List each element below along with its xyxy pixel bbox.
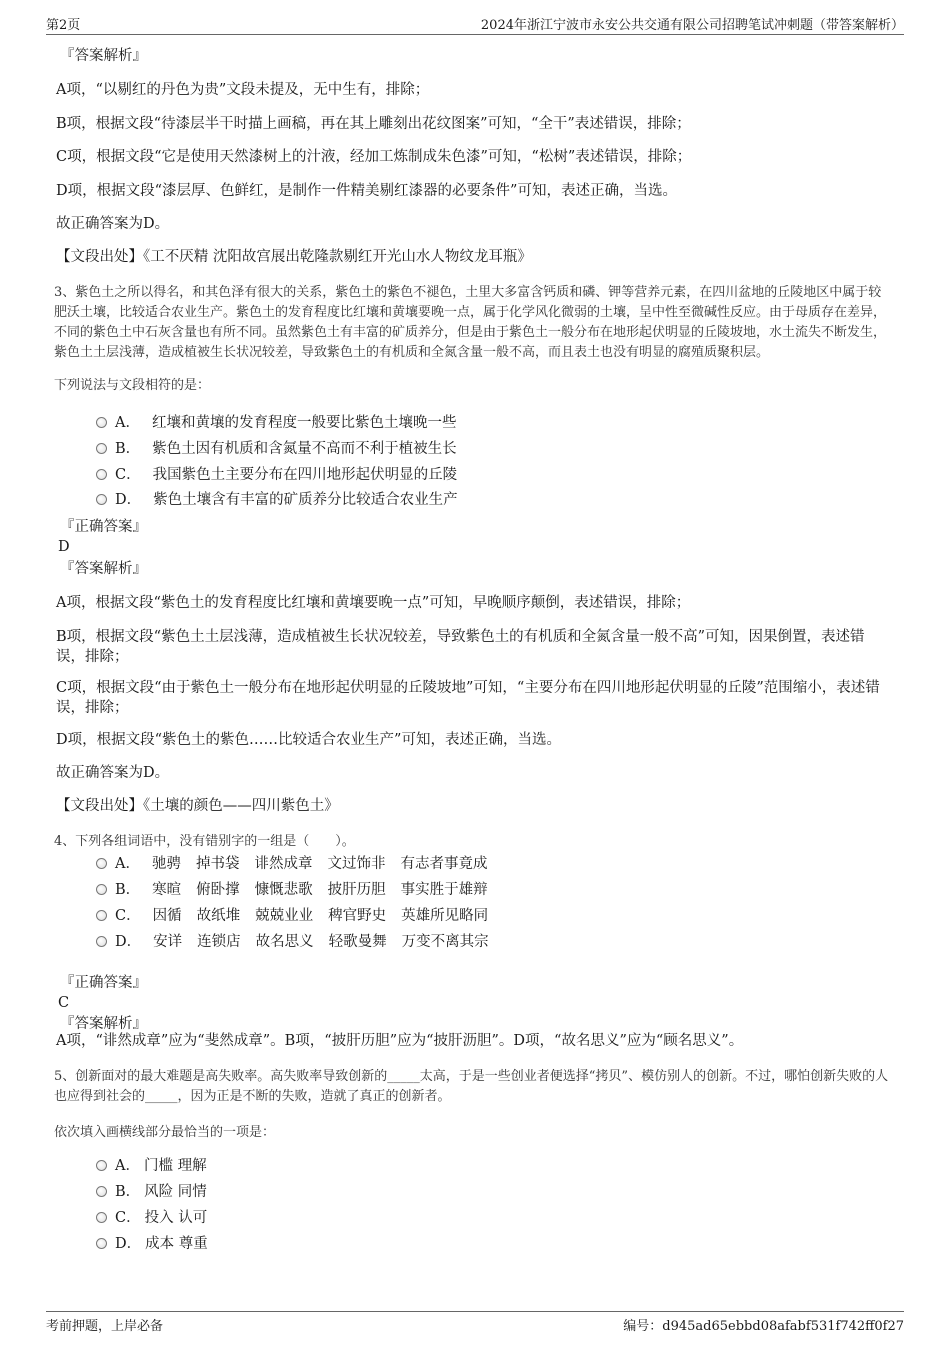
option-key: D． [115, 934, 142, 950]
radio-icon[interactable] [96, 1160, 107, 1171]
radio-icon[interactable] [96, 1186, 107, 1197]
word: 故名思义 [255, 934, 314, 950]
option-key: D． [115, 1236, 142, 1252]
radio-icon[interactable] [96, 858, 107, 869]
option-key: D． [115, 492, 142, 508]
word: 披肝历胆 [327, 882, 386, 898]
q4-option-b[interactable] [96, 880, 488, 900]
word: 因循 [152, 908, 182, 924]
q3-answer: D [58, 539, 70, 555]
word: 有志者事竟成 [400, 856, 488, 872]
q4-question: 4、下列各组词语中，没有错别字的一组是（ ）。 [54, 834, 355, 849]
document-code: 编号：d945ad65ebbd08afabf531f742ff0f27 [623, 1319, 904, 1334]
q5-option-b[interactable] [96, 1182, 207, 1202]
option-key: A． [115, 415, 140, 431]
page-number: 第2页 [46, 18, 81, 33]
radio-icon[interactable] [96, 910, 107, 921]
option-text: 紫色土因有机质和含氮量不高而不利于植被生长 [152, 441, 457, 457]
q3-option-a[interactable] [96, 413, 456, 433]
word: 驰骋 [151, 856, 181, 872]
radio-icon[interactable] [96, 443, 107, 454]
q5-option-c[interactable] [96, 1208, 207, 1228]
q4-answer: C [58, 995, 70, 1011]
option-text: 门槛 理解 [143, 1158, 207, 1174]
word: 文过饰非 [327, 856, 386, 872]
option-key: A． [115, 1158, 140, 1174]
word: 掉书袋 [195, 856, 240, 872]
q3-conclusion: 故正确答案为D。 [56, 765, 170, 781]
word: 英雄所见略同 [401, 908, 489, 924]
radio-icon[interactable] [96, 494, 107, 505]
option-key: C． [115, 908, 141, 924]
word: 事实胜于雄辩 [400, 882, 488, 898]
q3-analysis-d: D项，根据文段“紫色土的紫色……比较适合农业生产”可知，表述正确，当选。 [56, 732, 561, 748]
radio-icon[interactable] [96, 1238, 107, 1249]
q2-analysis-a: A项，“以剔红的丹色为贵”文段未提及，无中生有，排除； [56, 82, 430, 98]
q2-analysis-d: D项，根据文段“漆层厚、色鲜红，是制作一件精美剔红漆器的必要条件”可知，表述正确，当选。 [56, 183, 677, 199]
word: 故纸堆 [196, 908, 241, 924]
q4-answer-label: 『正确答案』 [60, 975, 147, 991]
radio-icon[interactable] [96, 1212, 107, 1223]
word: 连锁店 [197, 934, 241, 950]
word: 慷慨悲歌 [254, 882, 313, 898]
q3-option-d[interactable] [96, 490, 458, 510]
option-key: C． [115, 467, 141, 483]
option-text: 紫色土壤含有丰富的矿质养分比较适合农业生产 [153, 492, 458, 508]
q4-analysis-label: 『答案解析』 [60, 1016, 147, 1032]
option-text: 成本 尊重 [145, 1236, 208, 1252]
option-text: 我国紫色土主要分布在四川地形起伏明显的丘陵 [152, 467, 458, 483]
option-text: 风险 同情 [144, 1184, 207, 1200]
word: 诽然成章 [254, 856, 313, 872]
q3-source: 【文段出处】《土壤的颜色——四川紫色土》 [56, 798, 339, 814]
option-key: B． [115, 441, 141, 457]
q2-source: 【文段出处】《工不厌精 沈阳故宫展出乾隆款剔红开光山水人物纹龙耳瓶》 [56, 249, 532, 265]
option-key: A． [115, 856, 140, 872]
q5-passage: 5、创新面对的最大难题是高失败率。高失败率导致创新的_____太高，于是一些创业者便选择“拷贝”、模仿别人的创新。不过，哪怕创新失败的人也应得到社会的_____，因为正是不断的失败，造就了真正的创新者。 [54, 1069, 889, 1104]
radio-icon[interactable] [96, 884, 107, 895]
q5-question: 依次填入画横线部分最恰当的一项是： [54, 1125, 276, 1140]
word: 安详 [153, 934, 183, 950]
q5-option-d[interactable] [96, 1234, 208, 1254]
q3-analysis-a: A项，根据文段“紫色土的发育程度比红壤和黄壤要晚一点”可知，早晚顺序颠倒，表述错误，排除； [56, 595, 691, 611]
q4-analysis: A项，“诽然成章”应为“斐然成章”。B项，“披肝历胆”应为“披肝沥胆”。D项，“故名思义”应为“顾名思义”。 [56, 1033, 744, 1049]
q4-option-d[interactable] [96, 932, 489, 952]
q3-option-c[interactable] [96, 465, 457, 485]
q2-conclusion: 故正确答案为D。 [56, 216, 170, 232]
word: 俯卧撑 [196, 882, 240, 898]
radio-icon[interactable] [96, 469, 107, 480]
word: 万变不离其宗 [401, 934, 489, 950]
q4-option-c[interactable] [96, 906, 488, 926]
word: 轻歌曼舞 [328, 934, 387, 950]
radio-icon[interactable] [96, 936, 107, 947]
q4-option-a[interactable] [96, 854, 487, 874]
word: 稗官野史 [328, 908, 387, 924]
option-text: 投入 认可 [144, 1210, 208, 1226]
word: 兢兢业业 [255, 908, 314, 924]
option-key: B． [115, 882, 141, 898]
page-header [46, 14, 904, 35]
word: 寒暄 [152, 882, 182, 898]
q3-analysis-label: 『答案解析』 [60, 561, 147, 577]
option-key: C． [115, 1210, 141, 1226]
q3-analysis-b: B项，根据文段“紫色土土层浅薄，造成植被生长状况较差，导致紫色土的有机质和全氮含量一般不高”可知，因果倒置，表述错误，排除； [56, 629, 865, 665]
q2-analysis-label: 『答案解析』 [60, 48, 147, 64]
q2-analysis-b: B项，根据文段“待漆层半干时描上画稿，再在其上雕刻出花纹图案”可知，“全干”表述错误，排除； [56, 116, 691, 132]
radio-icon[interactable] [96, 417, 107, 428]
q3-passage: 3、紫色土之所以得名，和其色泽有很大的关系，紫色土的紫色不褪色，土里大多富含钙质和磷、钾等营养元素，在四川盆地的丘陵地区中属于较肥沃土壤，比较适合农业生产。紫色土的发育程度比红壤和黄壤要晚一点，属于化学风化微弱的土壤，呈中性至微碱性反应。由于母质存在差异，不同的紫色土中石灰含量也有所不同。虽然紫色土有丰富的矿质养分，但是由于紫色土一般分布在地形起伏明显的丘陵坡地，水土流失不断发生，紫色土土层浅薄，造成植被生长状况较差，导致紫色土的有机质和全氮含量一般不高，而且表土也没有明显的腐殖质聚积层。 [54, 285, 887, 360]
option-text: 红壤和黄壤的发育程度一般要比紫色土壤晚一些 [151, 415, 457, 431]
document-title: 2024年浙江宁波市永安公共交通有限公司招聘笔试冲刺题（带答案解析） [480, 18, 904, 33]
q2-analysis-c: C项，根据文段“它是使用天然漆树上的汁液，经加工炼制成朱色漆”可知，“松树”表述错误，排除； [56, 149, 692, 165]
q3-question: 下列说法与文段相符的是： [54, 378, 211, 393]
q3-answer-label: 『正确答案』 [60, 519, 147, 535]
footer-slogan: 考前押题，上岸必备 [46, 1319, 164, 1334]
q3-option-b[interactable] [96, 439, 457, 459]
q3-analysis-c: C项，根据文段“由于紫色土一般分布在地形起伏明显的丘陵坡地”可知，“主要分布在四川地形起伏明显的丘陵”范围缩小，表述错误，排除； [56, 680, 880, 716]
page-footer [46, 1311, 904, 1339]
q5-option-a[interactable] [96, 1156, 207, 1176]
option-key: B． [115, 1184, 141, 1200]
